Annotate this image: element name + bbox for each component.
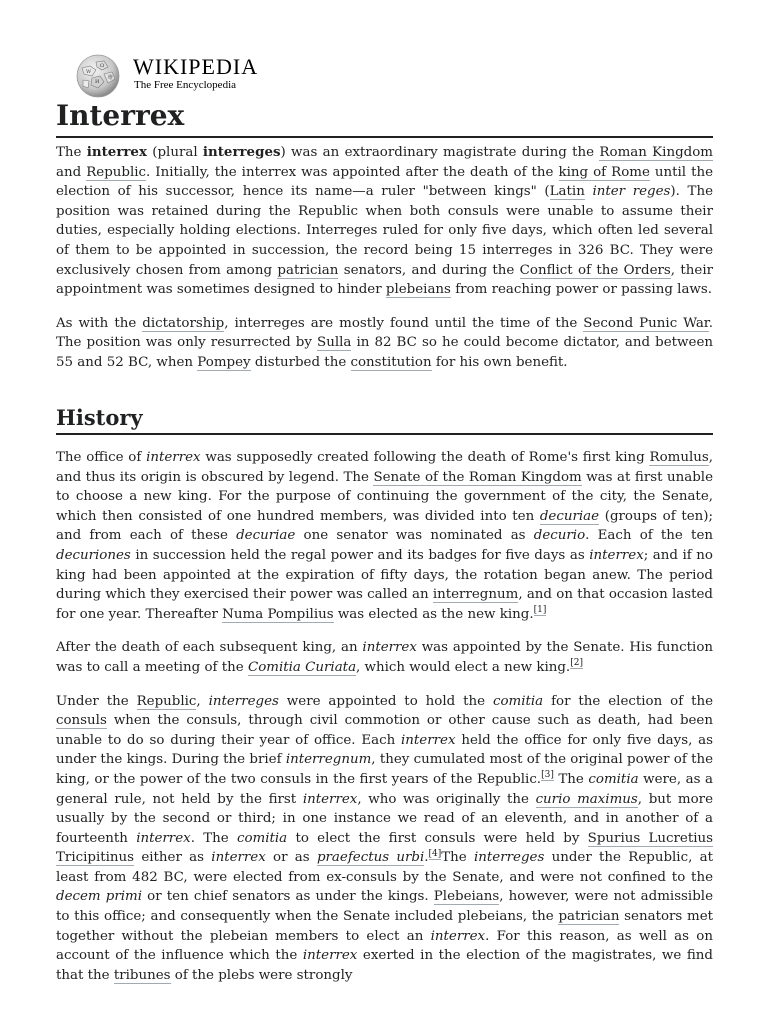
link-consuls[interactable]: consuls xyxy=(56,713,107,729)
intro-paragraph-1: The interrex (plural interreges) was an extraordinary magistrate during the Roman Kingdom and Republic. Initially, the interrex was appointed after the death of the king of Rome until the election of his successor, hence its name—a ruler "between kings" (Latin inter reges). The position was retained during the Republic when both consuls were unable to assume their duties, especially holding elections. Interreges ruled for only five days, which often led several of them to be appointed in succession, the record being 15 interreges in 326 BC. They were exclusively chosen from among patrician senators, and during the Conflict of the Orders, their appointment was sometimes designed to hinder plebeians from reaching power or passing laws. xyxy=(56,144,714,298)
intro-paragraph-2: As with the dictatorship, interreges are mostly found until the time of the Second Punic War. The position was only resurrected by Sulla in 82 BC so he could become dictator, and between 55 and 52 BC, when Pompey disturbed the constitution for his own benefit. xyxy=(56,315,714,370)
link-curio-maximus[interactable]: curio maximus xyxy=(535,791,638,807)
svg-text:И: И xyxy=(95,79,100,85)
link-constitution[interactable]: constitution xyxy=(350,354,432,370)
svg-text:Ω: Ω xyxy=(100,63,105,69)
link-interregnum[interactable]: interregnum xyxy=(432,587,519,603)
link-senate-of-the-roman-kingdom[interactable]: Senate of the Roman Kingdom xyxy=(373,469,582,485)
link-patrician[interactable]: patrician xyxy=(277,262,339,278)
link-second-punic-war[interactable]: Second Punic War xyxy=(583,315,709,331)
link-decuriae[interactable]: decuriae xyxy=(539,508,600,524)
link-king-of-rome[interactable]: king of Rome xyxy=(558,164,650,180)
link-spurius-lucretius-tricipitinus[interactable]: Spurius Lucretius Tricipitinus xyxy=(56,830,713,866)
wikipedia-globe-icon xyxy=(74,52,122,98)
wikipedia-wordmark: WIKIPEDIA xyxy=(133,54,259,79)
link-conflict-of-the-orders[interactable]: Conflict of the Orders xyxy=(519,262,671,278)
wikipedia-logo[interactable] xyxy=(74,52,314,98)
svg-text:维: 维 xyxy=(108,75,114,81)
svg-text:W: W xyxy=(86,69,92,75)
history-section xyxy=(56,448,713,985)
link-dictatorship[interactable]: dictatorship xyxy=(142,315,225,331)
reference-2[interactable]: [2] xyxy=(570,658,583,669)
link-numa-pompilius[interactable]: Numa Pompilius xyxy=(222,606,334,622)
link-romulus[interactable]: Romulus xyxy=(649,450,709,465)
intro-section xyxy=(56,143,713,373)
link-plebeians[interactable]: plebeians xyxy=(385,282,451,298)
history-paragraph-2: After the death of each subsequent king, an interrex was appointed by the Senate. His function was to call a meeting of the Comitia Curiata, which would elect a new king.[2] xyxy=(56,640,714,675)
history-heading: History xyxy=(56,403,713,435)
link-tribunes[interactable]: tribunes xyxy=(113,967,171,983)
link-republic-2[interactable]: Republic xyxy=(136,693,197,709)
link-praefectus-urbi[interactable]: praefectus urbi xyxy=(316,850,425,866)
history-paragraph-1: The office of interrex was supposedly created following the death of Rome's first king Romulus, and thus its origin is obscured by legend. The Senate of the Roman Kingdom was at first unable to choose a new king. For the purpose of continuing the government of the city, the Senate, which then consisted of one hundred members, was divided into ten decuriae (groups of ten); and from each of these decuriae one senator was nominated as decurio. Each of the ten decuriones in succession held the regal power and its badges for five days as interrex; and if no king had been appointed at the expiration of fifty days, the rotation began anew. The period during which they exercised their power was called an interregnum, and on that occasion lasted for one year. Thereafter Numa Pompilius was elected as the new king.[1] xyxy=(56,450,714,622)
reference-4[interactable]: [4] xyxy=(428,848,442,859)
reference-3[interactable]: [3] xyxy=(541,770,554,781)
link-plebeians-2[interactable]: Plebeians xyxy=(433,889,500,905)
history-paragraph-3: Under the Republic, interreges were appointed to hold the comitia for the election of the consuls when the consuls, through civil commotion or other cause such as death, had been unable to do so during their year of office. Each interrex held the office for only five days, as under the kings. During the brief interregnum, they cumulated most of the original power of the king, or the power of the two consuls in the first years of the Republic.[3] The comitia were, as a general rule, not held by the first interrex, who was originally the curio maximus, but more usually by the second or third; in one instance we read of an eleventh, and in another of a fourteenth interrex. The comitia to elect the first consuls were held by Spurius Lucretius Tricipitinus either as interrex or as praefectus urbi.[4]The interreges under the Republic, at least from 482 BC, were elected from ex-consuls by the Senate, and were not confined to the decem primi or ten chief senators as under the kings. Plebeians, however, were not admissible to this office; and consequently when the Senate included plebeians, the patrician senators met together without the plebeian members to elect an interrex. For this reason, as well as on account of the influence which the interrex exerted in the election of the magistrates, we find that the tribunes of the plebs were strongly xyxy=(56,693,714,983)
link-pompey[interactable]: Pompey xyxy=(197,354,251,370)
page-title: Interrex xyxy=(56,96,713,138)
link-comitia-curiata[interactable]: Comitia Curiata xyxy=(247,659,357,675)
link-republic[interactable]: Republic xyxy=(86,164,147,180)
link-latin[interactable]: Latin xyxy=(549,184,585,200)
link-sulla[interactable]: Sulla xyxy=(317,335,352,351)
reference-1[interactable]: [1] xyxy=(533,605,547,616)
link-patrician-2[interactable]: patrician xyxy=(558,909,620,925)
link-roman-kingdom[interactable]: Roman Kingdom xyxy=(599,145,713,160)
wikipedia-tagline: The Free Encyclopedia xyxy=(134,79,237,91)
